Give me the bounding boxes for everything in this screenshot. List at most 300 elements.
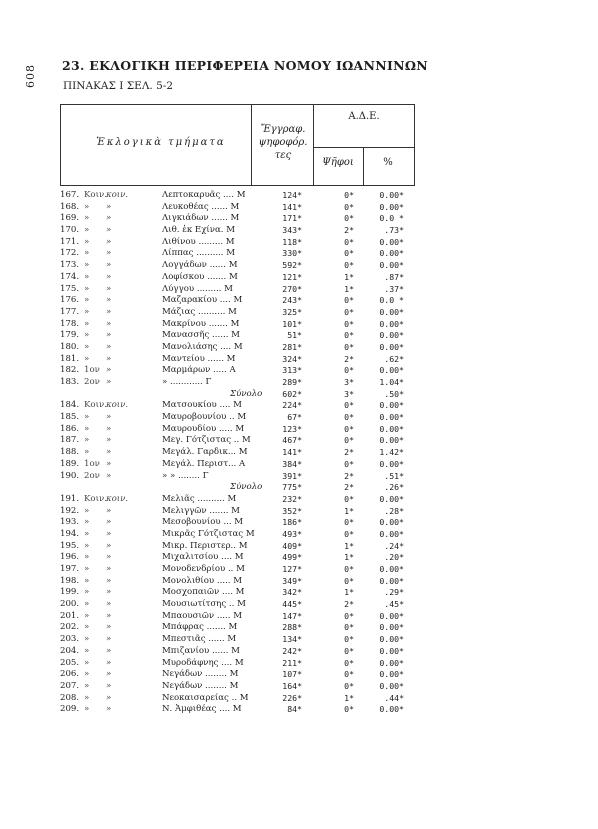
row-registered: 343* bbox=[282, 225, 302, 236]
table-row bbox=[0, 190, 598, 202]
row-place: Λιθίνου ......... Μ bbox=[162, 236, 235, 247]
row-prefix: » bbox=[84, 330, 90, 341]
row-registered: 224* bbox=[282, 400, 302, 411]
row-place: Λοφίσκου ....... Μ bbox=[162, 271, 238, 282]
row-number: 180. bbox=[60, 341, 80, 352]
table-row bbox=[0, 576, 598, 588]
row-percent: 0.0 * bbox=[379, 213, 404, 224]
row-prefix: » bbox=[84, 447, 90, 458]
row-number: 204. bbox=[60, 645, 80, 656]
row-type: » bbox=[106, 283, 112, 294]
row-number: 183. bbox=[60, 377, 80, 387]
row-votes: 3* bbox=[344, 388, 354, 399]
row-prefix: 2ον bbox=[84, 470, 100, 481]
row-place: Μαντείου ...... Μ bbox=[162, 353, 236, 364]
row-percent: 0.00* bbox=[379, 435, 404, 446]
table-row bbox=[0, 681, 598, 693]
row-number: 191. bbox=[60, 493, 80, 504]
row-type: » bbox=[106, 657, 112, 668]
row-number: 205. bbox=[60, 657, 80, 668]
row-prefix: » bbox=[84, 622, 90, 633]
row-votes: 0* bbox=[344, 458, 354, 469]
row-percent: 0.00* bbox=[379, 634, 404, 645]
row-votes: 0* bbox=[344, 423, 354, 434]
row-place: Λογγάδων ...... Μ bbox=[162, 260, 238, 271]
row-votes: 0* bbox=[344, 517, 354, 528]
row-votes: 2* bbox=[344, 225, 354, 236]
page-number: 608 bbox=[24, 64, 37, 88]
row-percent: .44* bbox=[384, 692, 404, 703]
row-votes: 0* bbox=[344, 622, 354, 633]
row-percent: .73* bbox=[384, 225, 404, 236]
row-votes: 0* bbox=[344, 201, 354, 212]
row-votes: 1* bbox=[344, 692, 354, 703]
row-percent: 0.00* bbox=[379, 190, 404, 200]
row-percent: 0.00* bbox=[379, 248, 404, 259]
row-votes: 0* bbox=[344, 306, 354, 317]
row-type: » bbox=[106, 225, 112, 236]
row-prefix: » bbox=[84, 248, 90, 259]
row-percent: 0.00* bbox=[379, 306, 404, 317]
row-registered: 313* bbox=[282, 365, 302, 376]
row-votes: 0* bbox=[344, 400, 354, 411]
row-number: 192. bbox=[60, 505, 80, 516]
row-type: » bbox=[106, 517, 112, 528]
row-place: Μονολιθίου ..... Μ bbox=[162, 575, 243, 586]
row-type: » bbox=[106, 213, 112, 224]
row-registered: 164* bbox=[282, 680, 302, 691]
row-prefix: » bbox=[84, 528, 90, 539]
row-prefix: » bbox=[84, 260, 90, 271]
row-prefix: » bbox=[84, 423, 90, 434]
row-percent: 0.00* bbox=[379, 458, 404, 469]
row-place: Μπιζανίου ...... Μ bbox=[162, 645, 240, 656]
row-registered: 121* bbox=[282, 271, 302, 282]
row-number: 174. bbox=[60, 271, 80, 282]
row-type: » bbox=[106, 435, 112, 446]
table-row bbox=[0, 471, 598, 483]
row-registered: 123* bbox=[282, 423, 302, 434]
row-votes: 0* bbox=[344, 657, 354, 668]
row-percent: 0.00* bbox=[379, 564, 404, 574]
row-type: » bbox=[106, 669, 112, 680]
row-prefix: Κοιν. bbox=[84, 190, 107, 200]
row-place: Μοσχοπαιῶν .... Μ bbox=[162, 587, 245, 598]
row-type: » bbox=[106, 412, 112, 423]
row-number: 208. bbox=[60, 692, 80, 703]
row-registered: 127* bbox=[282, 564, 302, 574]
row-number: 168. bbox=[60, 201, 80, 212]
row-type: » bbox=[106, 423, 112, 434]
row-prefix: » bbox=[84, 213, 90, 224]
row-votes: 0* bbox=[344, 645, 354, 656]
row-votes: 0* bbox=[344, 634, 354, 645]
row-place: Νεγάδων ........ Μ bbox=[162, 680, 239, 691]
row-place: Μανασσῆς ...... Μ bbox=[162, 330, 240, 341]
row-registered: 342* bbox=[282, 587, 302, 598]
row-type: » bbox=[106, 306, 112, 317]
row-place: Μακρίνου ....... Μ bbox=[162, 318, 240, 329]
row-prefix: » bbox=[84, 225, 90, 236]
table-row bbox=[0, 365, 598, 377]
table-row bbox=[0, 669, 598, 681]
header-sections: Ἐκλογικὰ τμήματα bbox=[96, 137, 226, 148]
row-votes: 0* bbox=[344, 248, 354, 259]
table-row bbox=[0, 424, 598, 436]
table-row bbox=[0, 564, 598, 576]
row-prefix: 1ον bbox=[84, 458, 100, 469]
row-percent: 0.00* bbox=[379, 680, 404, 691]
row-type: » bbox=[106, 248, 112, 259]
row-prefix: » bbox=[84, 201, 90, 212]
row-percent: 0.00* bbox=[379, 423, 404, 434]
row-percent: 0.00* bbox=[379, 575, 404, 586]
row-percent: 0.00* bbox=[379, 318, 404, 329]
header-registered: Ἔγγραφ. ψηφοφόρ. τες bbox=[258, 124, 308, 161]
row-number: 187. bbox=[60, 435, 80, 446]
header-percent: % bbox=[383, 157, 393, 168]
row-votes: 0* bbox=[344, 669, 354, 680]
row-type: » bbox=[106, 587, 112, 598]
row-registered: 289* bbox=[282, 377, 302, 387]
row-type: » bbox=[106, 564, 112, 574]
row-place: Μπαουσιῶν ..... Μ bbox=[162, 610, 243, 621]
row-registered: 775* bbox=[282, 482, 302, 493]
row-registered: 242* bbox=[282, 645, 302, 656]
row-place: Σύνολο bbox=[230, 388, 263, 399]
row-prefix: » bbox=[84, 669, 90, 680]
row-place: Μπεστιᾶς ...... Μ bbox=[162, 634, 237, 645]
table-row bbox=[0, 704, 598, 716]
row-percent: 0.00* bbox=[379, 704, 404, 715]
row-votes: 2* bbox=[344, 482, 354, 493]
row-prefix: » bbox=[84, 540, 90, 551]
row-prefix: » bbox=[84, 587, 90, 598]
table-row bbox=[0, 529, 598, 541]
table-row bbox=[0, 611, 598, 623]
row-prefix: » bbox=[84, 412, 90, 423]
row-type: κοιν. bbox=[106, 493, 129, 504]
row-place: Νεοκαισαρείας .. Μ bbox=[162, 692, 249, 703]
table-row-total bbox=[0, 482, 598, 494]
row-number: 201. bbox=[60, 610, 80, 621]
row-registered: 602* bbox=[282, 388, 302, 399]
row-number: 171. bbox=[60, 236, 80, 247]
row-number: 176. bbox=[60, 295, 80, 306]
row-type: » bbox=[106, 201, 112, 212]
row-prefix: Κοιν. bbox=[84, 400, 107, 411]
row-place: Λεπτοκαρυᾶς .... Μ bbox=[162, 190, 246, 200]
row-registered: 324* bbox=[282, 353, 302, 364]
row-percent: .26* bbox=[384, 482, 404, 493]
row-place: Μαζαρακίου .... Μ bbox=[162, 295, 243, 306]
table-row bbox=[0, 517, 598, 529]
row-type: » bbox=[106, 353, 112, 364]
row-number: 198. bbox=[60, 575, 80, 586]
row-type: » bbox=[106, 680, 112, 691]
row-type: » bbox=[106, 295, 112, 306]
page-title: 23. ΕΚΛΟΓΙΚΗ ΠΕΡΙΦΕΡΕΙΑ ΝΟΜΟΥ ΙΩΑΝΝΙΝΩΝ bbox=[62, 58, 429, 73]
row-type: » bbox=[106, 692, 112, 703]
row-prefix: » bbox=[84, 353, 90, 364]
row-percent: 0.00* bbox=[379, 400, 404, 411]
row-place: Μεγ. Γότζιστας .. Μ bbox=[162, 435, 251, 446]
row-place: Μεσοβουνίου ... Μ bbox=[162, 517, 244, 528]
row-registered: 499* bbox=[282, 552, 302, 563]
row-votes: 0* bbox=[344, 575, 354, 586]
row-type: » bbox=[106, 377, 112, 387]
row-number: 203. bbox=[60, 634, 80, 645]
row-place: Μυροδάφνης .... Μ bbox=[162, 657, 244, 668]
row-percent: 0.00* bbox=[379, 657, 404, 668]
row-registered: 288* bbox=[282, 622, 302, 633]
table-row bbox=[0, 552, 598, 564]
row-votes: 0* bbox=[344, 564, 354, 574]
row-place: Μάζιας .......... Μ bbox=[162, 306, 237, 317]
row-type: » bbox=[106, 634, 112, 645]
table-row bbox=[0, 319, 598, 331]
table-row bbox=[0, 225, 598, 237]
row-prefix: » bbox=[84, 283, 90, 294]
row-prefix: 2ον bbox=[84, 377, 100, 387]
row-registered: 270* bbox=[282, 283, 302, 294]
row-place: Λευκοθέας ...... Μ bbox=[162, 201, 240, 212]
row-number: 199. bbox=[60, 587, 80, 598]
row-number: 184. bbox=[60, 400, 80, 411]
table-row bbox=[0, 248, 598, 260]
table-row bbox=[0, 634, 598, 646]
row-type: » bbox=[106, 704, 112, 715]
row-registered: 141* bbox=[282, 447, 302, 458]
row-number: 194. bbox=[60, 528, 80, 539]
table-row bbox=[0, 412, 598, 424]
row-prefix: » bbox=[84, 435, 90, 446]
row-number: 190. bbox=[60, 470, 80, 481]
row-prefix: » bbox=[84, 680, 90, 691]
row-votes: 0* bbox=[344, 412, 354, 423]
row-prefix: » bbox=[84, 564, 90, 574]
row-votes: 1* bbox=[344, 587, 354, 598]
row-votes: 3* bbox=[344, 377, 354, 387]
row-registered: 124* bbox=[282, 190, 302, 200]
table-row bbox=[0, 435, 598, 447]
row-prefix: » bbox=[84, 318, 90, 329]
row-percent: 0.00* bbox=[379, 412, 404, 423]
row-number: 182. bbox=[60, 365, 80, 376]
row-type: » bbox=[106, 365, 112, 376]
row-type: » bbox=[106, 458, 112, 469]
row-prefix: » bbox=[84, 505, 90, 516]
table-row bbox=[0, 330, 598, 342]
row-place: Μπάφρας ....... Μ bbox=[162, 622, 238, 633]
row-registered: 467* bbox=[282, 435, 302, 446]
row-votes: 0* bbox=[344, 365, 354, 376]
row-percent: 0.00* bbox=[379, 528, 404, 539]
row-percent: 0.00* bbox=[379, 260, 404, 271]
row-votes: 0* bbox=[344, 295, 354, 306]
row-number: 173. bbox=[60, 260, 80, 271]
row-registered: 171* bbox=[282, 213, 302, 224]
row-prefix: » bbox=[84, 692, 90, 703]
row-registered: 67* bbox=[287, 412, 302, 423]
row-percent: 0.00* bbox=[379, 236, 404, 247]
table-row bbox=[0, 693, 598, 705]
row-place: Μαυροβουνίου .. Μ bbox=[162, 412, 247, 423]
row-registered: 232* bbox=[282, 493, 302, 504]
row-number: 193. bbox=[60, 517, 80, 528]
row-votes: 0* bbox=[344, 260, 354, 271]
row-place: Μελιγγῶν ....... Μ bbox=[162, 505, 240, 516]
row-registered: 141* bbox=[282, 201, 302, 212]
row-place: Μιχαλιτσίου .... Μ bbox=[162, 552, 244, 563]
row-type: » bbox=[106, 528, 112, 539]
table-row bbox=[0, 342, 598, 354]
row-type: » bbox=[106, 552, 112, 563]
table-row bbox=[0, 494, 598, 506]
row-place: Σύνολο bbox=[230, 482, 263, 493]
header-divider bbox=[313, 147, 414, 148]
row-type: » bbox=[106, 260, 112, 271]
row-type: » bbox=[106, 318, 112, 329]
table-row bbox=[0, 202, 598, 214]
row-percent: 0.00* bbox=[379, 493, 404, 504]
row-number: 181. bbox=[60, 353, 80, 364]
row-registered: 84* bbox=[287, 704, 302, 715]
row-registered: 134* bbox=[282, 634, 302, 645]
row-place: Ν. Ἀμφιθέας .... Μ bbox=[162, 704, 242, 715]
row-percent: .29* bbox=[384, 587, 404, 598]
row-registered: 243* bbox=[282, 295, 302, 306]
row-place: Λύγγου ......... Μ bbox=[162, 283, 233, 294]
row-prefix: » bbox=[84, 295, 90, 306]
row-number: 206. bbox=[60, 669, 80, 680]
row-number: 197. bbox=[60, 564, 80, 574]
row-prefix: » bbox=[84, 341, 90, 352]
row-type: κοιν. bbox=[106, 400, 129, 411]
row-registered: 352* bbox=[282, 505, 302, 516]
row-number: 202. bbox=[60, 622, 80, 633]
row-type: κοιν. bbox=[106, 190, 129, 200]
row-type: » bbox=[106, 330, 112, 341]
row-percent: .50* bbox=[384, 388, 404, 399]
row-votes: 2* bbox=[344, 599, 354, 610]
row-prefix: 1ον bbox=[84, 365, 100, 376]
row-place: Μικρᾶς Γότζιστας Μ bbox=[162, 528, 255, 539]
row-registered: 592* bbox=[282, 260, 302, 271]
row-votes: 2* bbox=[344, 447, 354, 458]
row-votes: 0* bbox=[344, 493, 354, 504]
row-type: » bbox=[106, 645, 112, 656]
table-row-total bbox=[0, 389, 598, 401]
row-number: 177. bbox=[60, 306, 80, 317]
row-number: 209. bbox=[60, 704, 80, 715]
row-place: Μελιᾶς .......... Μ bbox=[162, 493, 237, 504]
table-row bbox=[0, 646, 598, 658]
row-type: » bbox=[106, 470, 112, 481]
row-votes: 0* bbox=[344, 528, 354, 539]
row-percent: 0.00* bbox=[379, 341, 404, 352]
row-place: Μονοδενδρίου .. Μ bbox=[162, 564, 245, 574]
row-votes: 1* bbox=[344, 552, 354, 563]
row-percent: 0.00* bbox=[379, 622, 404, 633]
row-percent: .24* bbox=[384, 540, 404, 551]
row-registered: 147* bbox=[282, 610, 302, 621]
row-registered: 409* bbox=[282, 540, 302, 551]
table-row bbox=[0, 622, 598, 634]
row-prefix: » bbox=[84, 306, 90, 317]
row-place: Μεγάλ. Γαρδικ... Μ bbox=[162, 447, 248, 458]
row-type: » bbox=[106, 447, 112, 458]
row-percent: .62* bbox=[384, 353, 404, 364]
table-row bbox=[0, 237, 598, 249]
header-divider bbox=[251, 105, 252, 185]
row-number: 185. bbox=[60, 412, 80, 423]
table-body bbox=[0, 190, 598, 716]
row-registered: 384* bbox=[282, 458, 302, 469]
row-votes: 2* bbox=[344, 353, 354, 364]
row-place: Μικρ. Περιστερ.. Μ bbox=[162, 540, 248, 551]
row-number: 178. bbox=[60, 318, 80, 329]
row-percent: .20* bbox=[384, 552, 404, 563]
row-votes: 2* bbox=[344, 470, 354, 481]
table-row bbox=[0, 447, 598, 459]
row-votes: 1* bbox=[344, 540, 354, 551]
row-percent: 0.00* bbox=[379, 365, 404, 376]
table-row bbox=[0, 260, 598, 272]
row-place: Μουσιωτίτσης .. Μ bbox=[162, 599, 246, 610]
table-row bbox=[0, 400, 598, 412]
row-percent: 0.00* bbox=[379, 669, 404, 680]
row-registered: 349* bbox=[282, 575, 302, 586]
row-prefix: » bbox=[84, 236, 90, 247]
table-row bbox=[0, 541, 598, 553]
row-votes: 0* bbox=[344, 704, 354, 715]
row-type: » bbox=[106, 341, 112, 352]
row-registered: 281* bbox=[282, 341, 302, 352]
row-prefix: » bbox=[84, 517, 90, 528]
row-votes: 0* bbox=[344, 341, 354, 352]
row-place: Μεγάλ. Περιστ... Α bbox=[162, 458, 246, 469]
row-number: 188. bbox=[60, 447, 80, 458]
row-place: Λιγκιάδων ...... Μ bbox=[162, 213, 240, 224]
row-number: 175. bbox=[60, 283, 80, 294]
row-place: Μαρμάρων ..... Α bbox=[162, 365, 236, 376]
row-registered: 325* bbox=[282, 306, 302, 317]
row-votes: 0* bbox=[344, 680, 354, 691]
row-type: » bbox=[106, 575, 112, 586]
row-votes: 1* bbox=[344, 271, 354, 282]
row-place: Λίππας .......... Μ bbox=[162, 248, 236, 259]
row-place: Νεγάδων ........ Μ bbox=[162, 669, 239, 680]
row-type: » bbox=[106, 622, 112, 633]
table-row bbox=[0, 587, 598, 599]
row-percent: .45* bbox=[384, 599, 404, 610]
table-row bbox=[0, 354, 598, 366]
row-number: 207. bbox=[60, 680, 80, 691]
row-prefix: » bbox=[84, 599, 90, 610]
row-place: » » ........ Γ bbox=[162, 470, 209, 481]
row-place: » ............ Γ bbox=[162, 377, 212, 387]
row-votes: 0* bbox=[344, 213, 354, 224]
row-prefix: Κοιν. bbox=[84, 493, 107, 504]
row-prefix: » bbox=[84, 610, 90, 621]
row-votes: 0* bbox=[344, 610, 354, 621]
row-votes: 0* bbox=[344, 318, 354, 329]
row-percent: 0.00* bbox=[379, 645, 404, 656]
table-row bbox=[0, 295, 598, 307]
row-percent: .51* bbox=[384, 470, 404, 481]
header-party: Α.Δ.Ε. bbox=[348, 111, 380, 122]
